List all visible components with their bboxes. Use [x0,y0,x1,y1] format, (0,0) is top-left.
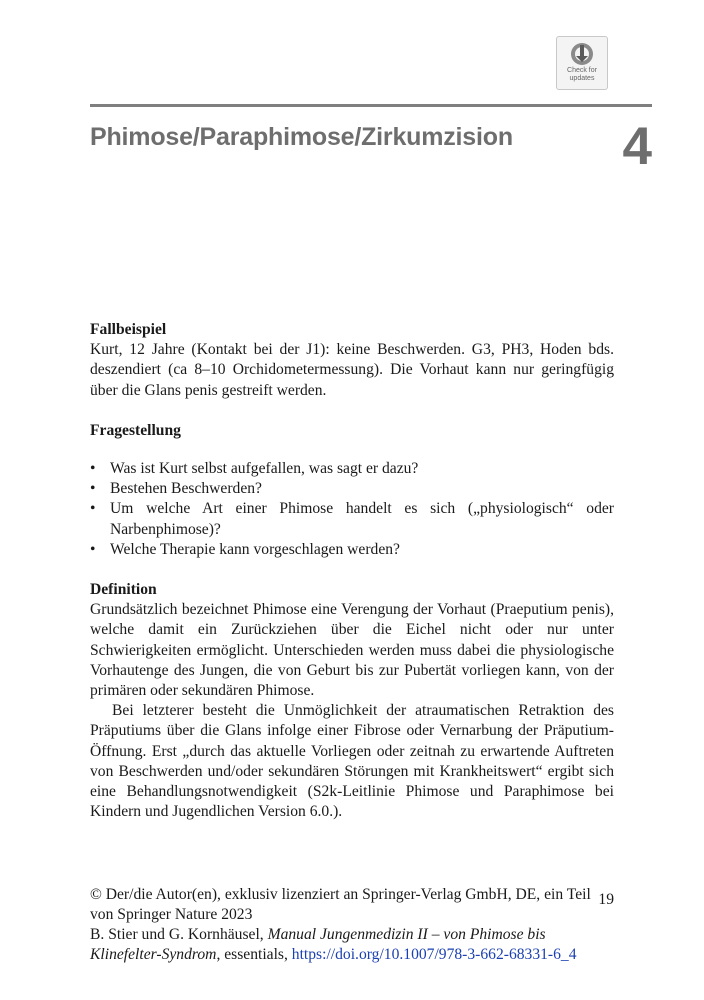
main-content [90,320,614,822]
chapter-number: 4 [622,117,652,176]
list-item [90,459,614,479]
list-item-text: Was ist Kurt selbst aufgefallen, was sagt er dazu? [110,460,419,478]
fragestellung-section [90,421,614,560]
page-number: 19 [598,891,614,908]
list-item [90,479,614,499]
fallbeispiel-section [90,320,614,401]
list-item [90,540,614,560]
chapter-rule [90,104,652,107]
list-item-text: Um welche Art einer Phimose handelt es sich („physiologisch“ oder Narbenphimose)? [110,500,614,538]
citation-line-2 [90,945,614,965]
fallbeispiel-heading: Fallbeispiel [90,321,167,338]
chapter-title: Phimose/Paraphimose/Zirkumzision [90,123,513,151]
footer [90,885,614,965]
citation-title-line1: Manual Jungenmedizin II – von Phimose bis [267,926,546,943]
definition-paragraph-2: Bei letzterer besteht die Unmöglichkeit der atraumatischen Retraktion des Präputiums über die Glans infolge einer Fibrose oder Vernarbung der Präputium-Öffnung. Erst „durch das aktuelle Vorliegen oder zeitnah zu erwartende Auftreten von Beschwerden und/oder sekundären Störungen mit Krankheitswert“ ergibt sich eine Behandlungsnotwendigkeit (S2k-Leitlinie Phimose und Paraphimose bei Kindern und Jugendlichen Version 6.0.). [90,702,614,821]
citation-rest: , essentials, [216,946,292,963]
check-for-updates-icon [569,42,595,66]
definition-section [90,580,614,822]
doi-link[interactable]: https://doi.org/10.1007/978-3-662-68331-6_4 [291,946,577,963]
fragestellung-heading: Fragestellung [90,421,181,439]
badge-label [557,67,607,83]
list-item-text: Bestehen Beschwerden? [110,480,262,498]
bullet-icon: • [90,480,96,498]
citation-title-line2: Klinefelter-Syndrom [90,946,217,963]
citation-line-1 [90,925,614,945]
fallbeispiel-text: Kurt, 12 Jahre (Kontakt bei der J1): keine Beschwerden. G3, PH3, Hoden bds. deszendiert (ca 8–10 Orchidometermessung). Die Vorhaut kann nur geringfügig über die Glans penis gestreift werden. [90,341,614,399]
bullet-icon: • [90,500,96,518]
list-item [90,499,614,539]
badge-label-line1: Check for [567,67,597,74]
bullet-icon: • [90,460,96,478]
copyright-line-1: © Der/die Autor(en), exklusiv lizenziert an Springer-Verlag GmbH, DE, ein Teil [90,886,591,903]
list-item-text: Welche Therapie kann vorgeschlagen werden? [110,540,400,558]
bullet-icon: • [90,540,96,558]
fragestellung-list [90,459,614,560]
badge-label-line2: updates [569,75,595,82]
citation-authors: B. Stier und G. Kornhäusel, [90,926,268,943]
copyright-line-2: von Springer Nature 2023 [90,906,253,923]
definition-paragraph-1: Grundsätzlich bezeichnet Phimose eine Verengung der Vorhaut (Praeputium penis), welche damit ein Zurückziehen über die Eichel nicht oder nur unter Schwierigkeiten ermöglicht. Unterschieden werden muss dabei die physiologische Vorhautenge des Jungen, die von Geburt bis zur Pubertät vorliegen kann, von der primären oder sekundären Phimose. [90,601,614,700]
check-for-updates-badge[interactable] [556,36,608,90]
definition-heading: Definition [90,581,157,599]
